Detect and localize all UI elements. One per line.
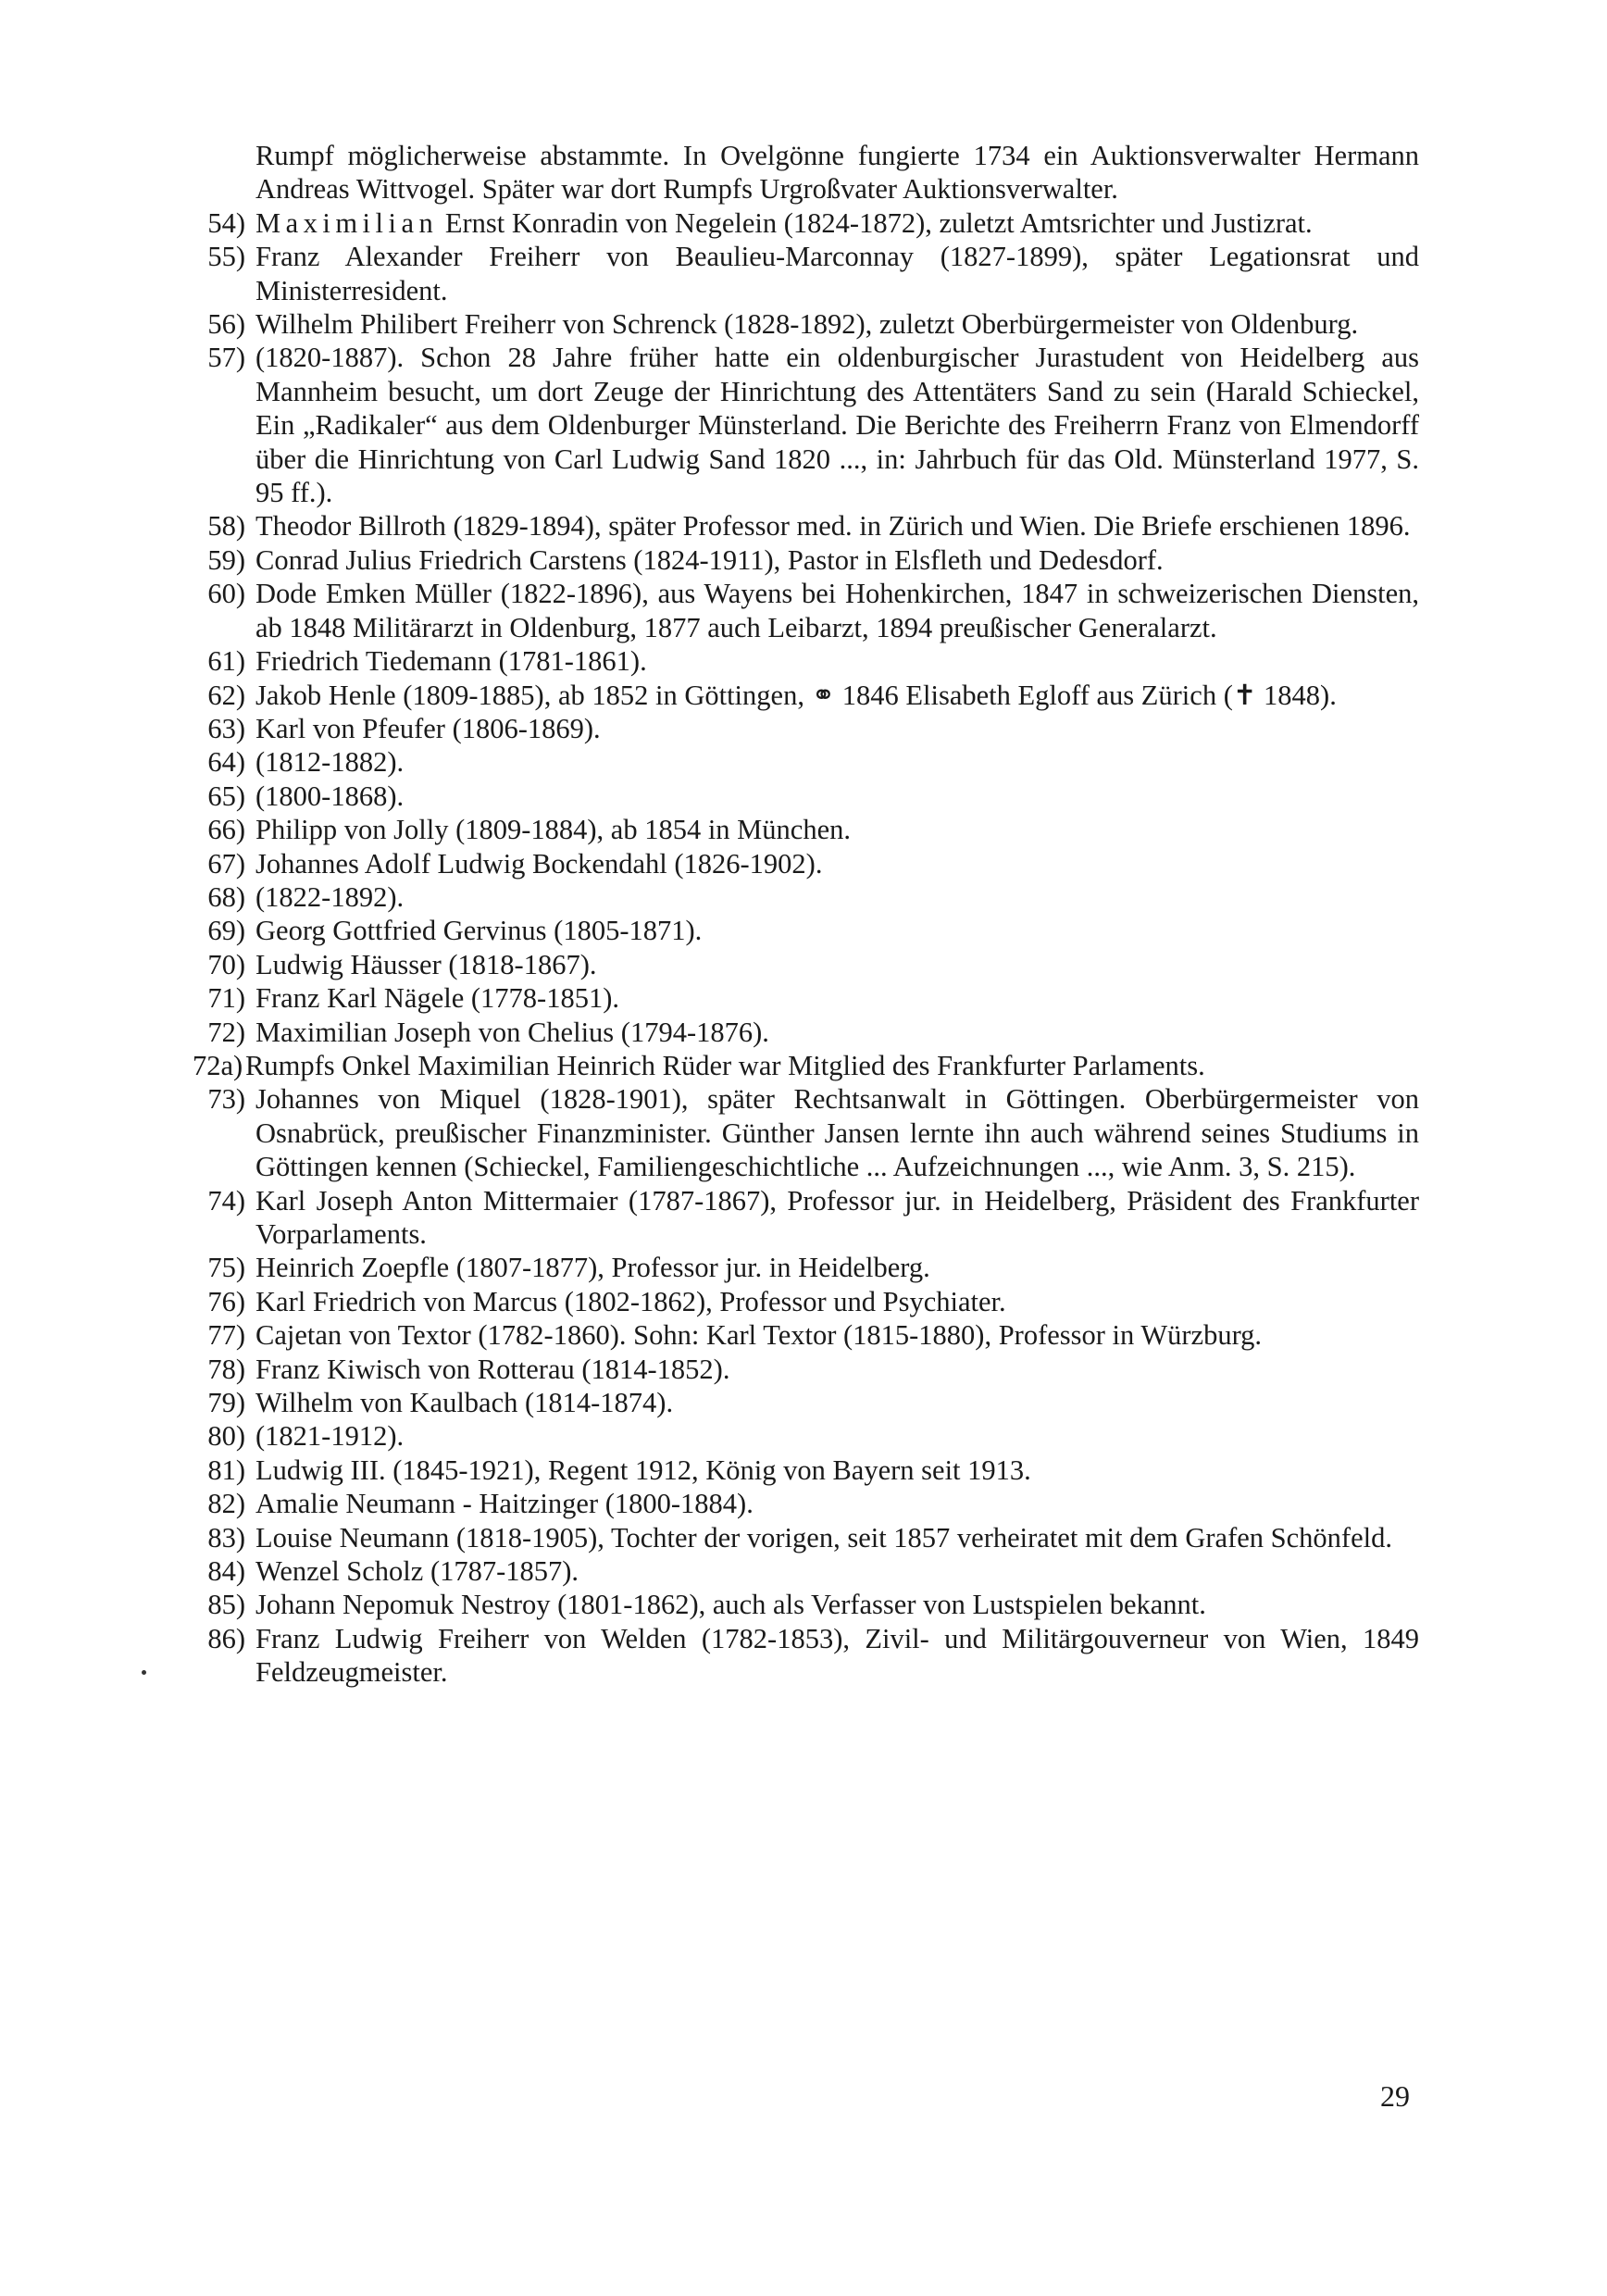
footnote-number: 62) (207, 679, 245, 711)
footnote-continuation-text: Rumpf möglicherweise abstammte. In Ovelgönne fungierte 1734 ein Auktionsverwalter Hermann Andreas Wittvogel. Später war dort Rumpfs Urgroßvater Auktionsverwalter. (255, 140, 1419, 206)
footnote-text (255, 206, 1419, 240)
footnote-number: 72) (207, 1016, 245, 1048)
footnote-text: Theodor Billroth (1829-1894), später Professor med. in Zürich und Wien. Die Briefe erschienen 1896. (255, 510, 1411, 543)
footnote-text: Louise Neumann (1818-1905), Tochter der vorigen, seit 1857 verheiratet mit dem Grafen Schönfeld. (255, 1521, 1392, 1554)
footnote-item (193, 948, 1419, 981)
footnote-text: Heinrich Zoepfle (1807-1877), Professor jur. in Heidelberg. (255, 1252, 930, 1284)
footnote-item (193, 981, 1419, 1015)
footnote-text: Conrad Julius Friedrich Carstens (1824-1911), Pastor in Elsfleth und Dedesdorf. (255, 543, 1164, 576)
footnote-item (193, 1588, 1419, 1621)
footnote-text: Johannes Adolf Ludwig Bockendahl (1826-1902). (255, 847, 823, 880)
footnote-text: Jakob Henle (1809-1885), ab 1852 in Göttingen, ⚭ 1846 Elisabeth Egloff aus Zürich (✝ 1848). (255, 679, 1337, 711)
footnote-number: 75) (207, 1252, 245, 1284)
footnote-number: 82) (207, 1488, 245, 1520)
footnote-text: (1800-1868). (255, 780, 405, 812)
margin-dot (142, 1670, 146, 1675)
footnote-number: 54) (207, 206, 245, 239)
footnote-item (193, 509, 1419, 543)
footnote-text: Karl von Pfeufer (1806-1869). (255, 712, 601, 744)
footnote-number: 73) (207, 1083, 245, 1116)
footnote-number: 78) (207, 1353, 245, 1385)
footnote-item (193, 240, 1419, 307)
footnote-item (193, 1386, 1419, 1419)
footnote-item (193, 880, 1419, 914)
footnote-number: 64) (207, 746, 245, 779)
footnote-item (193, 543, 1419, 577)
footnote-number: 68) (207, 880, 245, 913)
footnote-text: Ludwig Häusser (1818-1867). (255, 948, 597, 980)
footnote-text-rest: Ernst Konradin von Negelein (1824-1872), zuletzt Amtsrichter und Justizrat. (438, 206, 1313, 239)
footnote-text: Franz Karl Nägele (1778-1851). (255, 982, 619, 1015)
footnote-item (193, 679, 1419, 712)
footnote-number: 59) (207, 543, 245, 576)
footnote-number: 71) (207, 982, 245, 1015)
footnotes-list (193, 139, 1419, 1690)
footnote-item (193, 1419, 1419, 1453)
footnote-number: 69) (207, 915, 245, 947)
footnote-text: (1822-1892). (255, 880, 405, 913)
footnote-item (193, 1251, 1419, 1284)
footnote-item (193, 1454, 1419, 1487)
footnote-text: Cajetan von Textor (1782-1860). Sohn: Karl Textor (1815-1880), Professor in Würzburg. (255, 1319, 1263, 1352)
footnote-text: Rumpfs Onkel Maximilian Heinrich Rüder war Mitglied des Frankfurter Parlaments. (245, 1049, 1205, 1081)
footnote-number: 76) (207, 1285, 245, 1317)
footnote-text: Georg Gottfried Gervinus (1805-1871). (255, 915, 703, 947)
footnote-item (193, 1082, 1419, 1183)
page-number: 29 (1380, 2079, 1410, 2113)
footnote-text: Karl Joseph Anton Mittermaier (1787-1867), Professor jur. in Heidelberg, Präsident des Frankfurter Vorparlaments. (255, 1184, 1419, 1250)
footnote-text: Friedrich Tiedemann (1781-1861). (255, 645, 647, 678)
footnote-item (193, 1353, 1419, 1386)
footnote-number: 83) (207, 1521, 245, 1554)
footnote-text: Franz Alexander Freiherr von Beaulieu-Marconnay (1827-1899), später Legationsrat und Ministerresident. (255, 241, 1419, 306)
footnote-number: 55) (207, 241, 245, 273)
footnote-number: 79) (207, 1387, 245, 1419)
footnote-number: 74) (207, 1184, 245, 1217)
footnote-number: 67) (207, 847, 245, 880)
footnote-text: Wilhelm Philibert Freiherr von Schrenck (1828-1892), zuletzt Oberbürgermeister von Oldenburg. (255, 308, 1359, 341)
footnote-text: Johannes von Miquel (1828-1901), später Rechtsanwalt in Göttingen. Oberbürgermeister von Osnabrück, preußischer Finanzminister. Günther Jansen lernte ihn auch während seines Studiums in Göttingen kennen (Schieckel, Familiengeschichtliche ... Aufzeichnungen ..., wie Anm. 3, S. 215). (255, 1083, 1419, 1183)
footnote-item (193, 1049, 1419, 1082)
footnote-item (193, 1622, 1419, 1690)
footnote-continuation (193, 139, 1419, 206)
footnote-number: 72a) (193, 1049, 243, 1081)
footnote-item (193, 780, 1419, 813)
footnote-text: Amalie Neumann - Haitzinger (1800-1884). (255, 1488, 754, 1520)
footnote-number: 57) (207, 342, 245, 374)
footnote-text: Wenzel Scholz (1787-1857). (255, 1555, 579, 1588)
footnote-item (193, 206, 1419, 240)
footnote-item (193, 712, 1419, 745)
footnote-item (193, 1318, 1419, 1352)
footnotes-page (193, 139, 1419, 1690)
footnote-number: 84) (207, 1555, 245, 1588)
footnote-number: 86) (207, 1622, 245, 1654)
footnote-text: Philipp von Jolly (1809-1884), ab 1854 in München. (255, 814, 852, 846)
footnote-item (193, 644, 1419, 678)
footnote-number: 81) (207, 1454, 245, 1486)
footnote-text: (1820-1887). Schon 28 Jahre früher hatte ein oldenburgischer Jurastudent von Heidelberg aus Mannheim besucht, um dort Zeuge der Hinrichtung des Attentäters Sand zu sein (Harald Schieckel, Ein „Radikaler“ aus dem Oldenburger Münsterland. Die Berichte des Freiherrn Franz von Elmendorff über die Hinrichtung von Carl Ludwig Sand 1820 ..., in: Jahrbuch für das Old. Münsterland 1977, S. 95 ff.). (255, 342, 1419, 509)
footnote-item (193, 745, 1419, 779)
footnote-item (193, 1521, 1419, 1554)
footnote-text: Dode Emken Müller (1822-1896), aus Wayens bei Hohenkirchen, 1847 in schweizerischen Diensten, ab 1848 Militärarzt in Oldenburg, 1877 auch Leibarzt, 1894 preußischer Generalarzt. (255, 578, 1419, 643)
footnote-number: 63) (207, 712, 245, 744)
footnote-item (193, 341, 1419, 509)
footnote-item (193, 307, 1419, 341)
footnote-spaced-name: Maximilian (255, 206, 439, 239)
footnote-item (193, 1184, 1419, 1252)
footnote-number: 70) (207, 948, 245, 980)
footnote-entries (193, 206, 1419, 1690)
footnote-item (193, 1016, 1419, 1049)
footnote-text: Franz Kiwisch von Rotterau (1814-1852). (255, 1353, 730, 1385)
footnote-text: Wilhelm von Kaulbach (1814-1874). (255, 1387, 674, 1419)
footnote-number: 60) (207, 578, 245, 610)
footnote-number: 85) (207, 1589, 245, 1621)
footnote-text: (1821-1912). (255, 1420, 405, 1453)
footnote-item (193, 847, 1419, 880)
footnote-number: 80) (207, 1420, 245, 1453)
footnote-item (193, 813, 1419, 846)
footnote-number: 61) (207, 645, 245, 678)
footnote-text: (1812-1882). (255, 746, 405, 779)
footnote-text: Franz Ludwig Freiherr von Welden (1782-1853), Zivil- und Militärgouverneur von Wien, 1849 Feldzeugmeister. (255, 1622, 1419, 1689)
footnote-text: Ludwig III. (1845-1921), Regent 1912, König von Bayern seit 1913. (255, 1454, 1031, 1486)
footnote-item (193, 1285, 1419, 1318)
footnote-item (193, 914, 1419, 947)
footnote-number: 66) (207, 814, 245, 846)
footnote-item (193, 1487, 1419, 1520)
footnote-number: 56) (207, 308, 245, 341)
footnote-number: 58) (207, 510, 245, 543)
footnote-text: Johann Nepomuk Nestroy (1801-1862), auch als Verfasser von Lustspielen bekannt. (255, 1589, 1206, 1621)
footnote-number: 65) (207, 780, 245, 812)
footnote-text: Maximilian Joseph von Chelius (1794-1876). (255, 1016, 769, 1048)
footnote-number: 77) (207, 1319, 245, 1352)
footnote-text: Karl Friedrich von Marcus (1802-1862), Professor und Psychiater. (255, 1285, 1006, 1317)
footnote-item (193, 577, 1419, 644)
footnote-item (193, 1554, 1419, 1588)
